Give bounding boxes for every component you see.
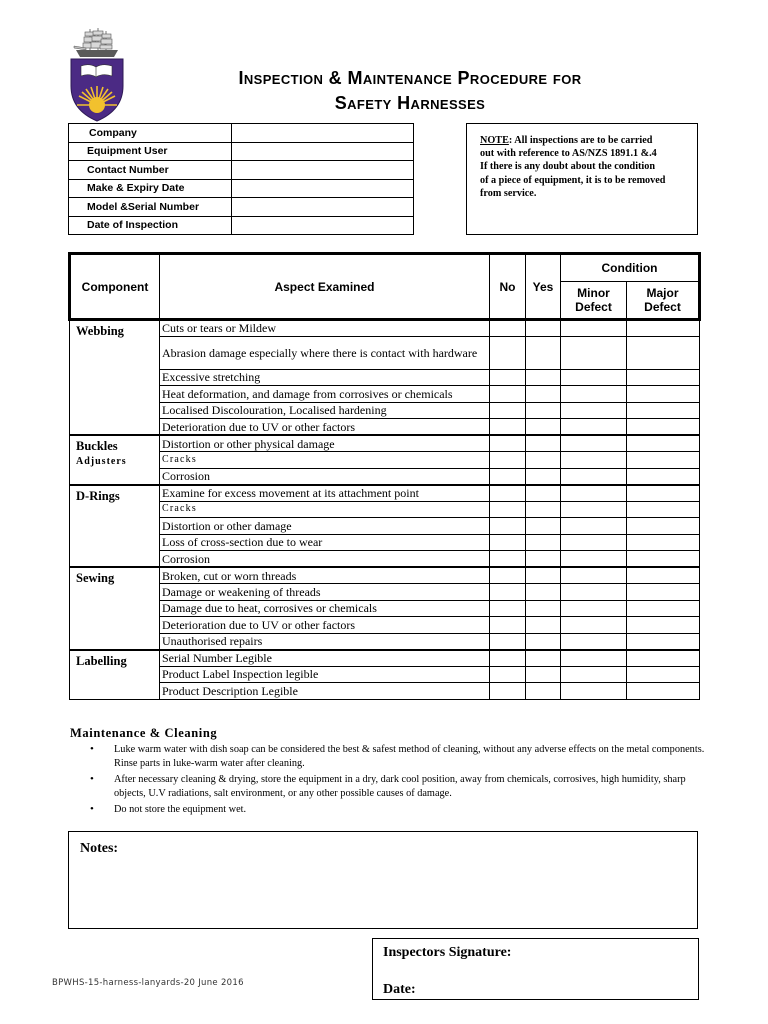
info-label: Contact Number xyxy=(69,161,232,180)
title-line-2: Safety Harnesses xyxy=(334,93,486,113)
table-row xyxy=(70,485,700,502)
note-line-4: of a piece of equipment, it is to be removed xyxy=(480,174,666,186)
info-row-make-expiry xyxy=(69,179,414,198)
note-label: NOTE xyxy=(480,135,509,146)
minor-defect-checkbox[interactable] xyxy=(561,600,627,617)
aspect-cell: Product Label Inspection legible xyxy=(160,666,490,683)
yes-checkbox[interactable] xyxy=(526,666,561,683)
major-defect-checkbox[interactable] xyxy=(627,518,700,535)
yes-checkbox[interactable] xyxy=(526,567,561,584)
date-of-inspection-field[interactable] xyxy=(232,216,414,235)
table-row xyxy=(70,369,700,386)
component-cell xyxy=(70,320,160,436)
major-defect-checkbox[interactable] xyxy=(627,402,700,419)
table-row xyxy=(70,452,700,469)
minor-defect-checkbox[interactable] xyxy=(561,683,627,700)
yes-checkbox[interactable] xyxy=(526,501,561,518)
yes-checkbox[interactable] xyxy=(526,551,561,568)
aspect-cell: Distortion or other damage xyxy=(160,518,490,535)
major-defect-checkbox[interactable] xyxy=(627,617,700,634)
no-checkbox[interactable] xyxy=(490,567,526,584)
info-label: Make & Expiry Date xyxy=(69,179,232,198)
no-checkbox[interactable] xyxy=(490,584,526,601)
note-line-5: from service. xyxy=(480,187,537,199)
no-checkbox[interactable] xyxy=(490,617,526,634)
no-checkbox[interactable] xyxy=(490,320,526,337)
header-aspect: Aspect Examined xyxy=(160,254,490,320)
major-defect-checkbox[interactable] xyxy=(627,485,700,502)
yes-checkbox[interactable] xyxy=(526,600,561,617)
major-defect-checkbox[interactable] xyxy=(627,584,700,601)
aspect-cell: Corrosion xyxy=(160,551,490,568)
crest-logo-icon xyxy=(66,26,126,122)
header-minor-line1: Minor xyxy=(577,286,610,300)
table-row xyxy=(70,501,700,518)
no-checkbox[interactable] xyxy=(490,468,526,485)
signature-box[interactable] xyxy=(372,938,699,1000)
table-row xyxy=(70,386,700,403)
make-expiry-field[interactable] xyxy=(232,179,414,198)
info-row-contact-number xyxy=(69,161,414,180)
info-row-model-serial xyxy=(69,198,414,217)
major-defect-checkbox[interactable] xyxy=(627,633,700,650)
yes-checkbox[interactable] xyxy=(526,468,561,485)
no-checkbox[interactable] xyxy=(490,600,526,617)
no-checkbox[interactable] xyxy=(490,518,526,535)
minor-defect-checkbox[interactable] xyxy=(561,369,627,386)
aspect-cell: Distortion or other physical damage xyxy=(160,435,490,452)
header-condition: Condition xyxy=(561,254,700,282)
component-name: Webbing xyxy=(76,324,124,338)
table-row xyxy=(70,600,700,617)
table-row xyxy=(70,435,700,452)
aspect-cell: Deterioration due to UV or other factors xyxy=(160,617,490,634)
major-defect-checkbox[interactable] xyxy=(627,650,700,667)
component-name: Labelling xyxy=(76,653,127,668)
aspect-cell: Abrasion damage especially where there is contact with hardware xyxy=(160,336,490,369)
minor-defect-checkbox[interactable] xyxy=(561,402,627,419)
aspect-cell: Damage due to heat, corrosives or chemicals xyxy=(160,600,490,617)
info-label: Company xyxy=(69,124,232,143)
minor-defect-checkbox[interactable] xyxy=(561,336,627,369)
no-checkbox[interactable] xyxy=(490,419,526,436)
major-defect-checkbox[interactable] xyxy=(627,666,700,683)
yes-checkbox[interactable] xyxy=(526,402,561,419)
major-defect-checkbox[interactable] xyxy=(627,320,700,337)
info-label: Equipment User xyxy=(69,142,232,161)
maintenance-bullet: • After necessary cleaning & drying, store the equipment in a dry, dark cool position, away from chemicals, corrosives, high humidity, sharp objects, U.V radiations, salt environment, or any other possible causes of damage. xyxy=(90,773,705,800)
minor-defect-checkbox[interactable] xyxy=(561,551,627,568)
major-defect-checkbox[interactable] xyxy=(627,452,700,469)
major-defect-checkbox[interactable] xyxy=(627,600,700,617)
company-field[interactable] xyxy=(232,124,414,143)
no-checkbox[interactable] xyxy=(490,534,526,551)
table-row xyxy=(70,534,700,551)
component-subname: Adjusters xyxy=(76,456,127,467)
yes-checkbox[interactable] xyxy=(526,584,561,601)
table-row xyxy=(70,518,700,535)
yes-checkbox[interactable] xyxy=(526,320,561,337)
aspect-cell: Cracks xyxy=(160,501,490,518)
yes-checkbox[interactable] xyxy=(526,485,561,502)
major-defect-checkbox[interactable] xyxy=(627,534,700,551)
aspect-cell: Unauthorised repairs xyxy=(160,633,490,650)
yes-checkbox[interactable] xyxy=(526,683,561,700)
title-line-1: Inspection & Maintenance Procedure for xyxy=(238,68,582,88)
minor-defect-checkbox[interactable] xyxy=(561,501,627,518)
aspect-cell: Product Description Legible xyxy=(160,683,490,700)
table-row xyxy=(70,683,700,700)
note-line-2: out with reference to AS/NZS 1891.1 &.4 xyxy=(480,148,657,160)
major-defect-checkbox[interactable] xyxy=(627,386,700,403)
maintenance-bullet: • Luke warm water with dish soap can be considered the best & safest method of cleaning, without any adverse effects on the metal components. Rinse parts in luke-warm water after cleaning. xyxy=(90,743,705,770)
table-row xyxy=(70,468,700,485)
no-checkbox[interactable] xyxy=(490,650,526,667)
no-checkbox[interactable] xyxy=(490,666,526,683)
date-label: Date: xyxy=(383,982,416,997)
aspect-cell: Corrosion xyxy=(160,468,490,485)
inspector-signature-label: Inspectors Signature: xyxy=(383,945,512,960)
no-checkbox[interactable] xyxy=(490,402,526,419)
yes-checkbox[interactable] xyxy=(526,419,561,436)
aspect-cell: Cracks xyxy=(160,452,490,469)
component-name: Sewing xyxy=(76,571,115,585)
model-serial-field[interactable] xyxy=(232,198,414,217)
table-row xyxy=(70,617,700,634)
aspect-cell: Excessive stretching xyxy=(160,369,490,386)
yes-checkbox[interactable] xyxy=(526,452,561,469)
yes-checkbox[interactable] xyxy=(526,534,561,551)
no-checkbox[interactable] xyxy=(490,633,526,650)
header-major-line2: Defect xyxy=(644,300,681,314)
yes-checkbox[interactable] xyxy=(526,518,561,535)
component-cell xyxy=(70,567,160,650)
no-checkbox[interactable] xyxy=(490,501,526,518)
inspection-table-body xyxy=(70,320,700,700)
minor-defect-checkbox[interactable] xyxy=(561,617,627,634)
aspect-cell: Damage or weakening of threads xyxy=(160,584,490,601)
aspect-cell: Serial Number Legible xyxy=(160,650,490,667)
yes-checkbox[interactable] xyxy=(526,369,561,386)
aspect-cell: Loss of cross-section due to wear xyxy=(160,534,490,551)
yes-checkbox[interactable] xyxy=(526,633,561,650)
aspect-cell: Broken, cut or worn threads xyxy=(160,567,490,584)
no-checkbox[interactable] xyxy=(490,369,526,386)
minor-defect-checkbox[interactable] xyxy=(561,650,627,667)
major-defect-checkbox[interactable] xyxy=(627,369,700,386)
note-line-1 xyxy=(480,134,691,147)
header-major-line1: Major xyxy=(646,286,679,300)
component-cell xyxy=(70,435,160,485)
component-cell xyxy=(70,485,160,568)
table-row xyxy=(70,551,700,568)
table-row xyxy=(70,633,700,650)
info-row-equipment-user xyxy=(69,142,414,161)
page-title xyxy=(150,66,670,116)
maintenance-list xyxy=(90,743,705,820)
minor-defect-checkbox[interactable] xyxy=(561,452,627,469)
footer-doc-id: BPWHS-15-harness-lanyards-20 June 2016 xyxy=(52,978,244,988)
major-defect-checkbox[interactable] xyxy=(627,683,700,700)
component-name: D-Rings xyxy=(76,488,120,503)
minor-defect-checkbox[interactable] xyxy=(561,534,627,551)
minor-defect-checkbox[interactable] xyxy=(561,320,627,337)
header-yes: Yes xyxy=(526,254,561,320)
table-row xyxy=(70,336,700,369)
yes-checkbox[interactable] xyxy=(526,336,561,369)
no-checkbox[interactable] xyxy=(490,386,526,403)
minor-defect-checkbox[interactable] xyxy=(561,633,627,650)
major-defect-checkbox[interactable] xyxy=(627,435,700,452)
minor-defect-checkbox[interactable] xyxy=(561,386,627,403)
info-label: Date of Inspection xyxy=(69,216,232,235)
major-defect-checkbox[interactable] xyxy=(627,468,700,485)
maintenance-heading: Maintenance & Cleaning xyxy=(70,726,218,740)
yes-checkbox[interactable] xyxy=(526,386,561,403)
table-row xyxy=(70,402,700,419)
yes-checkbox[interactable] xyxy=(526,650,561,667)
equipment-user-field[interactable] xyxy=(232,142,414,161)
header-no: No xyxy=(490,254,526,320)
aspect-cell: Cuts or tears or Mildew xyxy=(160,320,490,337)
major-defect-checkbox[interactable] xyxy=(627,419,700,436)
major-defect-checkbox[interactable] xyxy=(627,501,700,518)
table-row xyxy=(70,666,700,683)
major-defect-checkbox[interactable] xyxy=(627,551,700,568)
no-checkbox[interactable] xyxy=(490,452,526,469)
info-row-company xyxy=(69,124,414,143)
table-row xyxy=(70,320,700,337)
note-line-3: If there is any doubt about the condition xyxy=(480,161,656,173)
header-major-defect xyxy=(627,282,700,320)
contact-number-field[interactable] xyxy=(232,161,414,180)
table-row xyxy=(70,567,700,584)
major-defect-checkbox[interactable] xyxy=(627,336,700,369)
aspect-cell: Examine for excess movement at its attachment point xyxy=(160,485,490,502)
header-minor-line2: Defect xyxy=(575,300,612,314)
notes-label: Notes: xyxy=(80,841,119,856)
info-label: Model &Serial Number xyxy=(69,198,232,217)
notes-box[interactable] xyxy=(68,831,698,929)
minor-defect-checkbox[interactable] xyxy=(561,518,627,535)
yes-checkbox[interactable] xyxy=(526,617,561,634)
note-text-1: : All inspections are to be carried xyxy=(508,135,653,146)
equipment-info-table xyxy=(68,123,414,235)
table-row xyxy=(70,650,700,667)
aspect-cell: Localised Discolouration, Localised hardening xyxy=(160,402,490,419)
minor-defect-checkbox[interactable] xyxy=(561,567,627,584)
header-minor-defect xyxy=(561,282,627,320)
major-defect-checkbox[interactable] xyxy=(627,567,700,584)
info-row-date-inspection xyxy=(69,216,414,235)
minor-defect-checkbox[interactable] xyxy=(561,435,627,452)
table-row xyxy=(70,584,700,601)
yes-checkbox[interactable] xyxy=(526,435,561,452)
maintenance-bullet: • Do not store the equipment wet. xyxy=(90,803,705,817)
no-checkbox[interactable] xyxy=(490,683,526,700)
aspect-cell: Heat deformation, and damage from corrosives or chemicals xyxy=(160,386,490,403)
aspect-cell: Deterioration due to UV or other factors xyxy=(160,419,490,436)
note-box xyxy=(466,123,698,235)
minor-defect-checkbox[interactable] xyxy=(561,485,627,502)
table-row xyxy=(70,419,700,436)
component-name: Buckles xyxy=(76,439,118,453)
header-component: Component xyxy=(70,254,160,320)
minor-defect-checkbox[interactable] xyxy=(561,419,627,436)
component-cell xyxy=(70,650,160,700)
minor-defect-checkbox[interactable] xyxy=(561,468,627,485)
no-checkbox[interactable] xyxy=(490,551,526,568)
inspection-table xyxy=(68,252,701,700)
no-checkbox[interactable] xyxy=(490,336,526,369)
no-checkbox[interactable] xyxy=(490,485,526,502)
minor-defect-checkbox[interactable] xyxy=(561,584,627,601)
minor-defect-checkbox[interactable] xyxy=(561,666,627,683)
no-checkbox[interactable] xyxy=(490,435,526,452)
